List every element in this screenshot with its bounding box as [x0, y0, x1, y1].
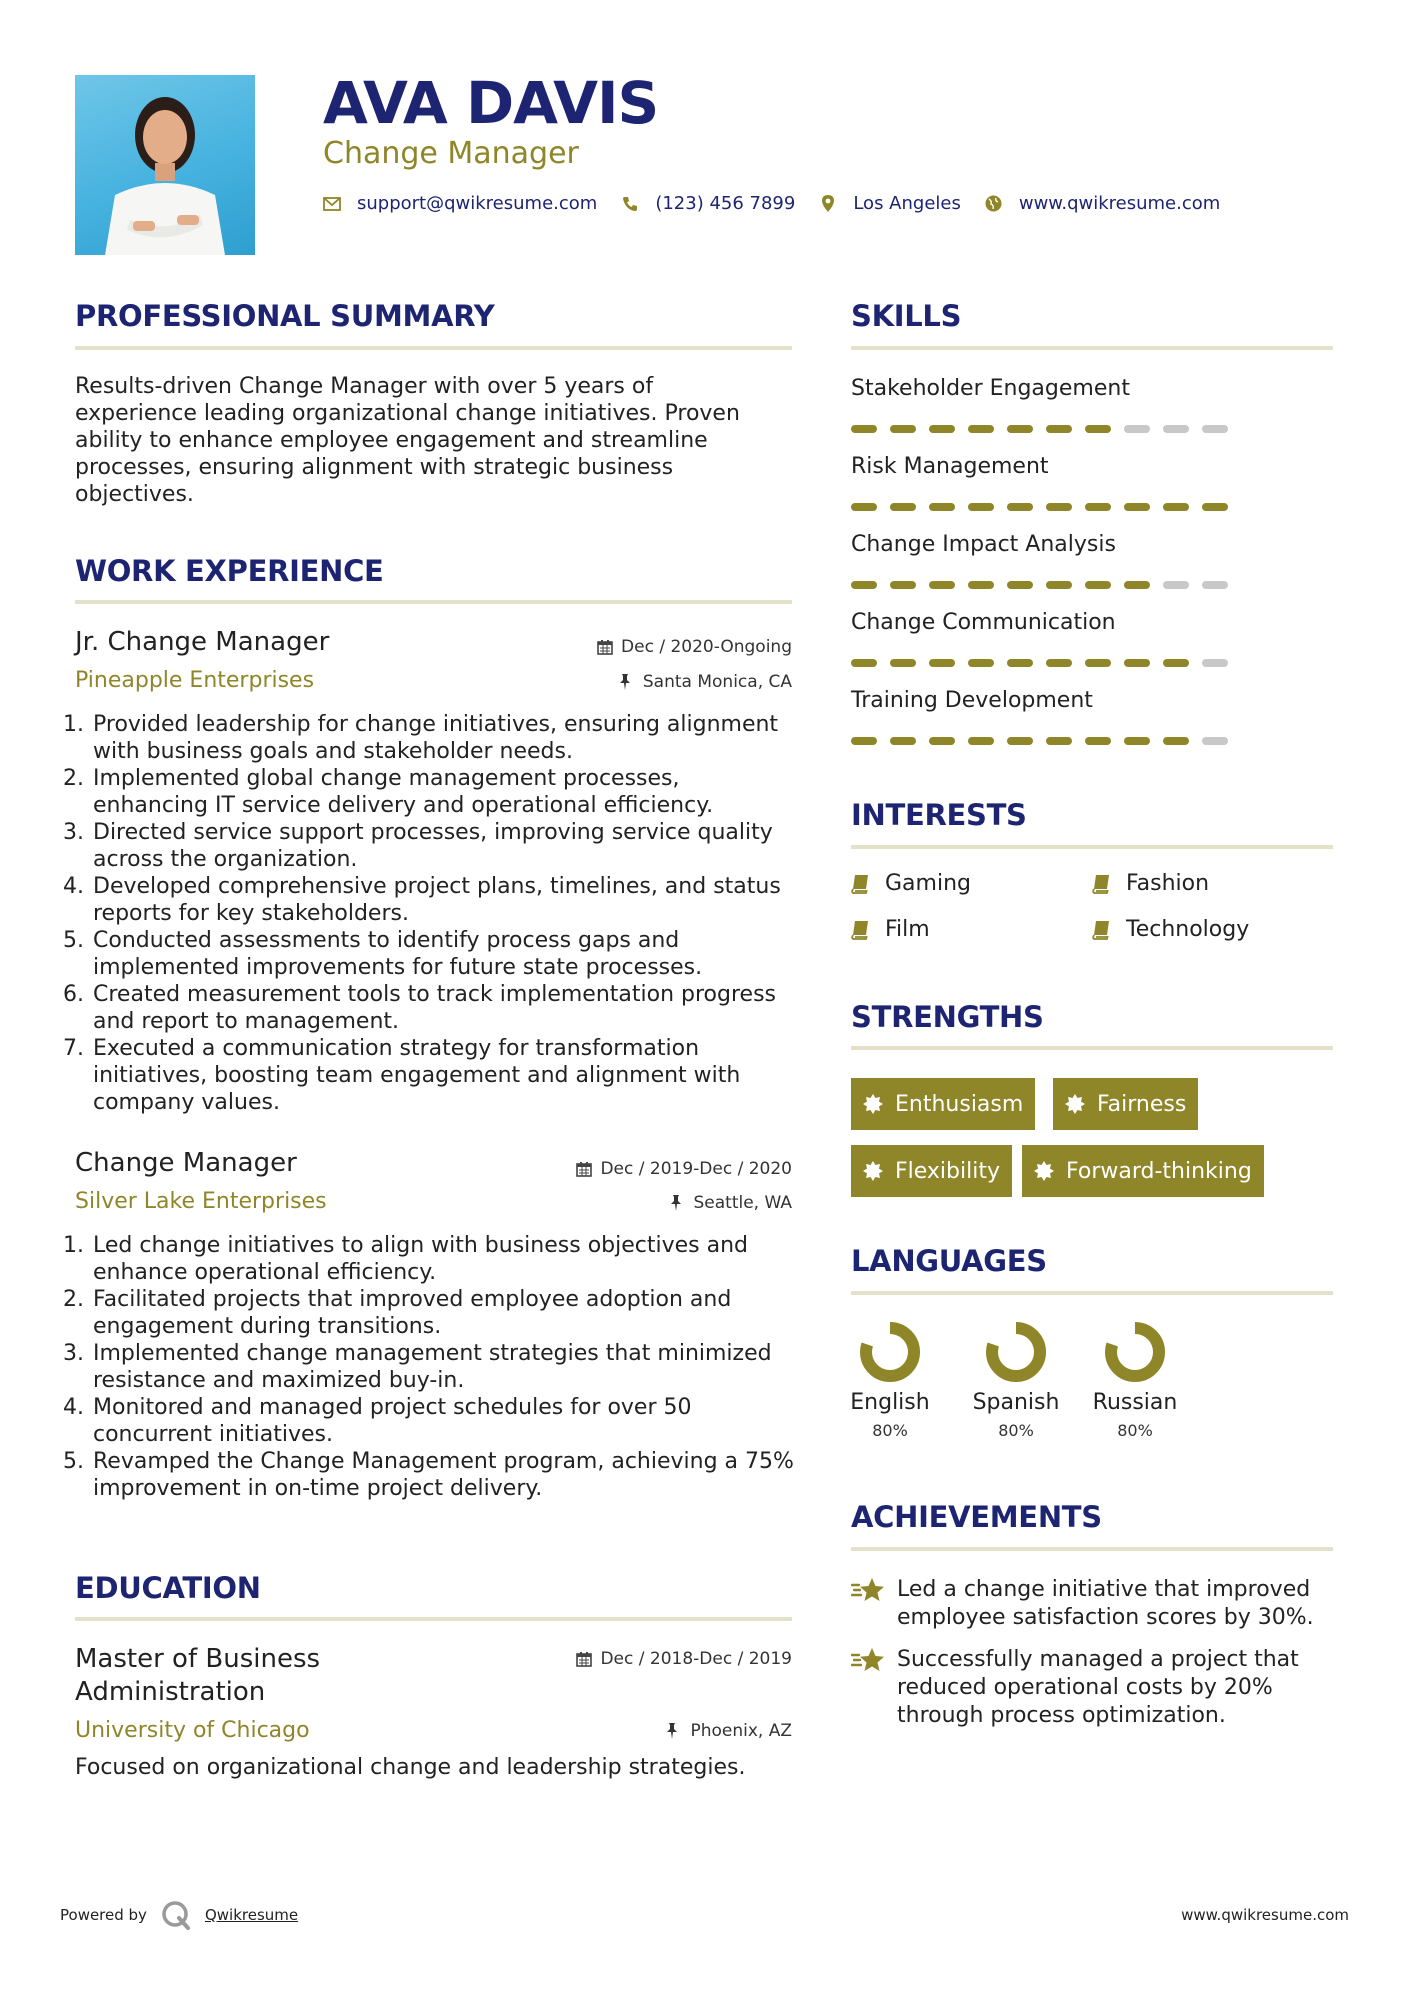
- skill-level-segment: [890, 659, 916, 667]
- strength-label: Enthusiasm: [895, 1091, 1024, 1117]
- interest-item: [851, 871, 971, 896]
- achievement-text: Led a change initiative that improved employee satisfaction scores by 30%.: [897, 1577, 1314, 1630]
- language-progress-arc: [866, 1328, 914, 1376]
- badge-icon: [863, 1094, 883, 1114]
- education-location: [666, 1721, 792, 1741]
- skill-level-segment: [890, 503, 916, 511]
- skill-level-segment: [1163, 425, 1189, 433]
- skill-level-segment: [1124, 659, 1150, 667]
- skill-level-segment: [1202, 659, 1228, 667]
- strength-label: Forward-thinking: [1066, 1158, 1252, 1184]
- skill-name: Training Development: [851, 688, 1093, 713]
- language-name: Russian: [1092, 1390, 1178, 1415]
- skill-level-segment: [1085, 503, 1111, 511]
- book-icon: [1092, 874, 1110, 894]
- list-item: 3. Directed service support processes, improving service quality across the organization.: [63, 820, 773, 872]
- languages-divider: [851, 1291, 1333, 1295]
- education-heading: EDUCATION: [75, 1571, 261, 1605]
- language-percent: 80%: [1117, 1421, 1153, 1440]
- skill-level-segment: [1163, 659, 1189, 667]
- list-item: 1. Provided leadership for change initiatives, ensuring alignment with business goals and stakeholder needs.: [63, 712, 779, 764]
- skill-level-segment: [1085, 425, 1111, 433]
- strengths-divider: [851, 1046, 1333, 1050]
- skill-level-bar: [851, 503, 1228, 511]
- contact-location: Los Angeles: [853, 193, 961, 214]
- skill-level-segment: [968, 581, 994, 589]
- skill-level-segment: [1163, 581, 1189, 589]
- list-item: 6. Created measurement tools to track implementation progress and report to management.: [63, 982, 776, 1034]
- job-responsibilities: [63, 1232, 795, 1502]
- skill-name: Stakeholder Engagement: [851, 376, 1130, 401]
- job-title: Jr. Change Manager: [75, 627, 330, 657]
- strength-label: Flexibility: [895, 1158, 1000, 1184]
- job-location-text: Santa Monica, CA: [642, 672, 792, 692]
- experience-heading: WORK EXPERIENCE: [75, 554, 384, 588]
- badge-icon: [863, 1161, 883, 1181]
- education-date-text: Dec / 2018-Dec / 2019: [600, 1649, 792, 1669]
- phone-icon: [621, 195, 639, 213]
- skill-level-segment: [1046, 659, 1072, 667]
- skill-level-segment: [929, 659, 955, 667]
- achievements-heading: ACHIEVEMENTS: [851, 1500, 1102, 1534]
- list-item: 5. Revamped the Change Management program, achieving a 75% improvement in on-time project delivery.: [63, 1449, 794, 1501]
- skill-name: Risk Management: [851, 454, 1049, 479]
- language-progress-ring: [1103, 1320, 1167, 1384]
- skill-level-segment: [1124, 581, 1150, 589]
- contact-phone[interactable]: (123) 456 7899: [655, 193, 796, 214]
- education-description: Focused on organizational change and leadership strategies.: [75, 1755, 746, 1780]
- skill-name: Change Impact Analysis: [851, 532, 1116, 557]
- list-item: 4. Monitored and managed project schedules for over 50 concurrent initiatives.: [63, 1395, 692, 1447]
- globe-icon: [985, 195, 1003, 213]
- footer-powered-by: [60, 1900, 298, 1930]
- skill-level-segment: [1085, 737, 1111, 745]
- contact-bar: [323, 193, 1244, 214]
- skill-level-bar: [851, 737, 1228, 745]
- job-date-text: Dec / 2020-Ongoing: [621, 637, 792, 657]
- experience-divider: [75, 600, 792, 604]
- job-date-text: Dec / 2019-Dec / 2020: [600, 1159, 792, 1179]
- school-name: University of Chicago: [75, 1718, 310, 1743]
- badge-icon: [1065, 1094, 1085, 1114]
- summary-heading: PROFESSIONAL SUMMARY: [75, 299, 495, 333]
- job-date: [597, 637, 792, 657]
- skills-heading: SKILLS: [851, 299, 962, 333]
- skills-divider: [851, 346, 1333, 350]
- languages-heading: LANGUAGES: [851, 1244, 1047, 1278]
- skill-level-segment: [968, 425, 994, 433]
- list-item: 3. Implemented change management strategies that minimized resistance and maximized buy-in.: [63, 1341, 772, 1393]
- skill-level-segment: [929, 737, 955, 745]
- achievement-item: [851, 1646, 1333, 1730]
- achievement-item: [851, 1576, 1333, 1632]
- skill-level-segment: [1163, 503, 1189, 511]
- skill-level-segment: [1202, 581, 1228, 589]
- skill-level-segment: [968, 737, 994, 745]
- strength-tag: [851, 1145, 1012, 1197]
- language-progress-ring: [984, 1320, 1048, 1384]
- book-icon: [851, 874, 869, 894]
- badge-icon: [1034, 1161, 1054, 1181]
- list-item: 5. Conducted assessments to identify process gaps and implemented improvements for future state processes.: [63, 928, 703, 980]
- skill-level-bar: [851, 581, 1228, 589]
- skill-level-segment: [851, 425, 877, 433]
- degree-line: Administration: [75, 1677, 266, 1707]
- calendar-icon: [597, 639, 613, 655]
- language-progress-arc: [1111, 1328, 1159, 1376]
- interest-label: Fashion: [1126, 871, 1210, 896]
- list-item: 2. Implemented global change management processes, enhancing IT service delivery and operational efficiency.: [63, 766, 714, 818]
- map-marker-icon: [819, 195, 837, 213]
- list-item: 7. Executed a communication strategy for transformation initiatives, boosting team engagement and alignment with company values.: [63, 1036, 741, 1115]
- skill-level-segment: [929, 503, 955, 511]
- strength-tag: [1022, 1145, 1264, 1197]
- footer-website[interactable]: www.qwikresume.com: [1181, 1906, 1349, 1924]
- skill-level-segment: [929, 581, 955, 589]
- star-icon: [851, 1576, 885, 1604]
- skill-level-segment: [1085, 581, 1111, 589]
- strength-tag: [1053, 1078, 1198, 1130]
- skill-level-segment: [1046, 581, 1072, 589]
- skill-level-segment: [1046, 425, 1072, 433]
- education-divider: [75, 1617, 792, 1621]
- calendar-icon: [576, 1161, 592, 1177]
- job-location: [619, 672, 792, 692]
- skill-level-segment: [1085, 659, 1111, 667]
- profile-photo: [75, 75, 255, 255]
- skill-level-segment: [1007, 503, 1033, 511]
- pin-icon: [619, 674, 635, 690]
- list-item: 4. Developed comprehensive project plans, timelines, and status reports for key stakeholders.: [63, 874, 781, 926]
- language-percent: 80%: [872, 1421, 908, 1440]
- language-item: [966, 1320, 1066, 1440]
- degree-title: [75, 1643, 320, 1709]
- strength-label: Fairness: [1097, 1091, 1187, 1117]
- job-responsibilities: [63, 711, 795, 1116]
- candidate-role: Change Manager: [323, 136, 579, 171]
- strength-tag: [851, 1078, 1035, 1130]
- skill-level-segment: [1007, 425, 1033, 433]
- interest-item: [1092, 871, 1209, 896]
- list-item: 2. Facilitated projects that improved employee adoption and engagement during transitions.: [63, 1287, 732, 1339]
- job-location: [670, 1193, 793, 1213]
- language-percent: 80%: [998, 1421, 1034, 1440]
- contact-email[interactable]: support@qwikresume.com: [357, 193, 598, 214]
- summary-text: Results-driven Change Manager with over 5 years of experience leading organizational change initiatives. Proven ability to enhance employee engagement and streamline processes, ensuring alignment with strategic business objectives.: [75, 374, 740, 507]
- skill-level-segment: [929, 425, 955, 433]
- book-icon: [1092, 920, 1110, 940]
- brand-link[interactable]: Qwikresume: [204, 1906, 299, 1924]
- education-date: [576, 1649, 792, 1669]
- contact-website[interactable]: www.qwikresume.com: [1018, 193, 1221, 214]
- calendar-icon: [576, 1651, 592, 1667]
- skill-level-segment: [968, 659, 994, 667]
- skill-level-segment: [1046, 737, 1072, 745]
- skill-level-segment: [890, 581, 916, 589]
- skill-level-segment: [1007, 737, 1033, 745]
- language-progress-ring: [858, 1320, 922, 1384]
- degree-line: Master of Business: [75, 1644, 321, 1674]
- interests-heading: INTERESTS: [851, 798, 1027, 832]
- skill-level-segment: [890, 737, 916, 745]
- powered-by-label: Powered by: [60, 1906, 147, 1924]
- interest-label: Gaming: [885, 871, 971, 896]
- skill-level-segment: [1007, 581, 1033, 589]
- interests-divider: [851, 845, 1333, 849]
- interest-label: Film: [885, 917, 930, 942]
- envelope-icon: [323, 195, 341, 213]
- skill-level-segment: [851, 659, 877, 667]
- language-progress-arc: [992, 1328, 1040, 1376]
- star-icon: [851, 1646, 885, 1674]
- skill-level-segment: [851, 737, 877, 745]
- language-item: [1085, 1320, 1185, 1440]
- skill-name: Change Communication: [851, 610, 1116, 635]
- summary-divider: [75, 346, 792, 350]
- qwikresume-logo-icon: [161, 1900, 191, 1930]
- job-location-text: Seattle, WA: [693, 1193, 792, 1213]
- language-name: Spanish: [972, 1390, 1060, 1415]
- achievement-text: Successfully managed a project that reduced operational costs by 20% through process optimization.: [897, 1647, 1299, 1728]
- skill-level-segment: [1007, 659, 1033, 667]
- pin-icon: [666, 1723, 682, 1739]
- job-title: Change Manager: [75, 1148, 297, 1178]
- interest-item: [1092, 917, 1249, 942]
- skill-level-segment: [1163, 737, 1189, 745]
- skill-level-segment: [851, 503, 877, 511]
- skill-level-segment: [968, 503, 994, 511]
- candidate-name: AVA DAVIS: [323, 69, 659, 137]
- education-location-text: Phoenix, AZ: [690, 1721, 792, 1741]
- language-name: English: [850, 1390, 930, 1415]
- pin-icon: [670, 1195, 686, 1211]
- interest-item: [851, 917, 930, 942]
- skill-level-segment: [890, 425, 916, 433]
- skill-level-segment: [1202, 737, 1228, 745]
- skill-level-bar: [851, 425, 1228, 433]
- skill-level-segment: [1124, 503, 1150, 511]
- job-date: [576, 1159, 792, 1179]
- skill-level-segment: [851, 581, 877, 589]
- skill-level-bar: [851, 659, 1228, 667]
- skill-level-segment: [1202, 425, 1228, 433]
- list-item: 1. Led change initiatives to align with business objectives and enhance operational efficiency.: [63, 1233, 748, 1285]
- book-icon: [851, 920, 869, 940]
- skill-level-segment: [1124, 737, 1150, 745]
- skill-level-segment: [1202, 503, 1228, 511]
- skill-level-segment: [1124, 425, 1150, 433]
- job-company: Silver Lake Enterprises: [75, 1189, 327, 1214]
- job-company: Pineapple Enterprises: [75, 668, 315, 693]
- achievements-divider: [851, 1547, 1333, 1551]
- skill-level-segment: [1046, 503, 1072, 511]
- strengths-heading: STRENGTHS: [851, 1000, 1044, 1034]
- language-item: [840, 1320, 940, 1440]
- interest-label: Technology: [1126, 917, 1250, 942]
